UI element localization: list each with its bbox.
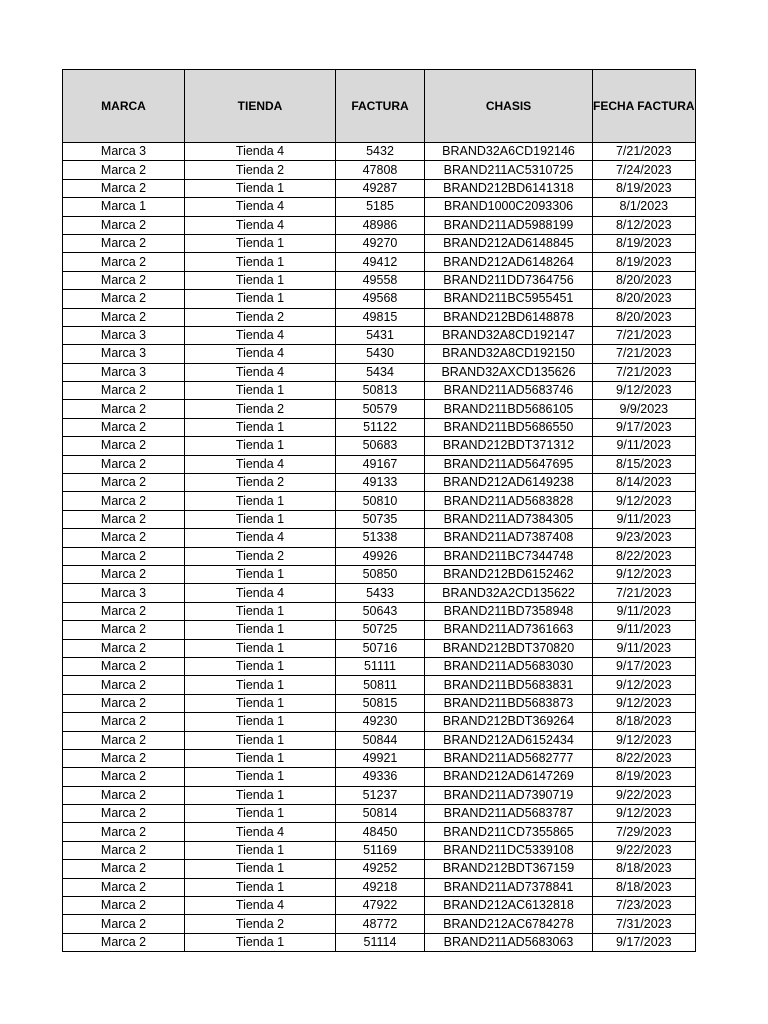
cell-marca: Marca 1 [63, 198, 185, 216]
table-row [63, 565, 696, 583]
cell-marca: Marca 2 [63, 400, 185, 418]
cell-tienda: Tienda 1 [185, 731, 336, 749]
cell-chasis: BRAND211AD7378841 [425, 878, 593, 896]
cell-marca: Marca 2 [63, 731, 185, 749]
cell-chasis: BRAND211AD5988199 [425, 216, 593, 234]
cell-tienda: Tienda 2 [185, 915, 336, 933]
cell-tienda: Tienda 1 [185, 271, 336, 289]
cell-fecha-factura: 9/22/2023 [593, 786, 696, 804]
cell-factura: 51122 [336, 418, 425, 436]
cell-marca: Marca 3 [63, 584, 185, 602]
cell-marca: Marca 2 [63, 382, 185, 400]
cell-chasis: BRAND212AD6149238 [425, 474, 593, 492]
cell-marca: Marca 2 [63, 878, 185, 896]
cell-marca: Marca 2 [63, 161, 185, 179]
cell-factura: 50643 [336, 602, 425, 620]
cell-fecha-factura: 7/23/2023 [593, 897, 696, 915]
cell-fecha-factura: 7/31/2023 [593, 915, 696, 933]
cell-marca: Marca 2 [63, 786, 185, 804]
cell-chasis: BRAND32AXCD135626 [425, 363, 593, 381]
cell-fecha-factura: 9/17/2023 [593, 657, 696, 675]
cell-marca: Marca 2 [63, 253, 185, 271]
cell-tienda: Tienda 1 [185, 805, 336, 823]
cell-tienda: Tienda 1 [185, 290, 336, 308]
cell-marca: Marca 2 [63, 768, 185, 786]
cell-tienda: Tienda 4 [185, 326, 336, 344]
cell-factura: 49287 [336, 179, 425, 197]
cell-tienda: Tienda 1 [185, 510, 336, 528]
cell-chasis: BRAND211AD7361663 [425, 621, 593, 639]
cell-fecha-factura: 9/12/2023 [593, 805, 696, 823]
cell-tienda: Tienda 1 [185, 713, 336, 731]
cell-chasis: BRAND211AD7390719 [425, 786, 593, 804]
cell-tienda: Tienda 4 [185, 455, 336, 473]
cell-marca: Marca 2 [63, 437, 185, 455]
cell-tienda: Tienda 1 [185, 676, 336, 694]
table-row [63, 805, 696, 823]
cell-chasis: BRAND212BDT370820 [425, 639, 593, 657]
cell-factura: 49133 [336, 474, 425, 492]
cell-chasis: BRAND211BC5955451 [425, 290, 593, 308]
cell-chasis: BRAND1000C2093306 [425, 198, 593, 216]
table-row [63, 492, 696, 510]
cell-tienda: Tienda 4 [185, 363, 336, 381]
cell-tienda: Tienda 1 [185, 234, 336, 252]
cell-chasis: BRAND211AC5310725 [425, 161, 593, 179]
table-row [63, 437, 696, 455]
cell-fecha-factura: 9/12/2023 [593, 694, 696, 712]
cell-marca: Marca 2 [63, 676, 185, 694]
table-row [63, 382, 696, 400]
cell-chasis: BRAND212BDT369264 [425, 713, 593, 731]
cell-fecha-factura: 7/21/2023 [593, 363, 696, 381]
cell-fecha-factura: 9/11/2023 [593, 621, 696, 639]
cell-factura: 49926 [336, 547, 425, 565]
table-row [63, 308, 696, 326]
cell-fecha-factura: 7/21/2023 [593, 584, 696, 602]
cell-tienda: Tienda 1 [185, 933, 336, 951]
cell-fecha-factura: 9/12/2023 [593, 565, 696, 583]
cell-chasis: BRAND212BD6152462 [425, 565, 593, 583]
table-row [63, 179, 696, 197]
cell-factura: 49270 [336, 234, 425, 252]
cell-fecha-factura: 8/15/2023 [593, 455, 696, 473]
cell-tienda: Tienda 1 [185, 841, 336, 859]
table-row [63, 768, 696, 786]
cell-factura: 47922 [336, 897, 425, 915]
cell-chasis: BRAND211AD7384305 [425, 510, 593, 528]
cell-marca: Marca 2 [63, 547, 185, 565]
cell-tienda: Tienda 4 [185, 897, 336, 915]
cell-tienda: Tienda 2 [185, 474, 336, 492]
cell-marca: Marca 2 [63, 823, 185, 841]
cell-fecha-factura: 9/17/2023 [593, 418, 696, 436]
cell-marca: Marca 2 [63, 455, 185, 473]
cell-marca: Marca 2 [63, 749, 185, 767]
cell-factura: 48450 [336, 823, 425, 841]
cell-marca: Marca 2 [63, 805, 185, 823]
cell-factura: 50815 [336, 694, 425, 712]
cell-fecha-factura: 8/22/2023 [593, 547, 696, 565]
cell-factura: 51237 [336, 786, 425, 804]
cell-fecha-factura: 7/21/2023 [593, 143, 696, 161]
table-row [63, 198, 696, 216]
cell-tienda: Tienda 2 [185, 400, 336, 418]
cell-chasis: BRAND211DC5339108 [425, 841, 593, 859]
table-row [63, 363, 696, 381]
cell-chasis: BRAND32A8CD192147 [425, 326, 593, 344]
cell-chasis: BRAND212AC6132818 [425, 897, 593, 915]
table-row [63, 713, 696, 731]
invoice-table [62, 69, 696, 952]
table-row [63, 694, 696, 712]
cell-fecha-factura: 9/12/2023 [593, 731, 696, 749]
cell-marca: Marca 2 [63, 657, 185, 675]
table-row [63, 290, 696, 308]
cell-marca: Marca 2 [63, 694, 185, 712]
cell-marca: Marca 2 [63, 621, 185, 639]
cell-factura: 50725 [336, 621, 425, 639]
cell-chasis: BRAND211AD5682777 [425, 749, 593, 767]
table-row [63, 326, 696, 344]
cell-chasis: BRAND212AD6148845 [425, 234, 593, 252]
cell-chasis: BRAND212BDT367159 [425, 860, 593, 878]
cell-fecha-factura: 8/14/2023 [593, 474, 696, 492]
cell-fecha-factura: 9/12/2023 [593, 492, 696, 510]
cell-marca: Marca 2 [63, 841, 185, 859]
cell-fecha-factura: 9/12/2023 [593, 382, 696, 400]
cell-tienda: Tienda 1 [185, 639, 336, 657]
cell-factura: 5431 [336, 326, 425, 344]
cell-marca: Marca 2 [63, 179, 185, 197]
table-row [63, 639, 696, 657]
cell-tienda: Tienda 1 [185, 602, 336, 620]
cell-fecha-factura: 8/18/2023 [593, 878, 696, 896]
cell-chasis: BRAND212AD6148264 [425, 253, 593, 271]
cell-tienda: Tienda 4 [185, 198, 336, 216]
cell-factura: 49218 [336, 878, 425, 896]
cell-tienda: Tienda 1 [185, 179, 336, 197]
cell-factura: 50813 [336, 382, 425, 400]
header-row [63, 70, 696, 143]
cell-marca: Marca 2 [63, 915, 185, 933]
cell-chasis: BRAND211BD5686550 [425, 418, 593, 436]
cell-marca: Marca 3 [63, 143, 185, 161]
cell-fecha-factura: 9/11/2023 [593, 602, 696, 620]
cell-tienda: Tienda 1 [185, 860, 336, 878]
cell-tienda: Tienda 4 [185, 216, 336, 234]
cell-factura: 51111 [336, 657, 425, 675]
cell-fecha-factura: 9/23/2023 [593, 529, 696, 547]
cell-marca: Marca 2 [63, 860, 185, 878]
cell-marca: Marca 2 [63, 602, 185, 620]
cell-marca: Marca 3 [63, 363, 185, 381]
cell-fecha-factura: 8/1/2023 [593, 198, 696, 216]
cell-marca: Marca 2 [63, 529, 185, 547]
cell-tienda: Tienda 1 [185, 565, 336, 583]
cell-tienda: Tienda 2 [185, 547, 336, 565]
table-row [63, 878, 696, 896]
cell-fecha-factura: 8/18/2023 [593, 713, 696, 731]
table-row [63, 786, 696, 804]
cell-factura: 51338 [336, 529, 425, 547]
cell-factura: 50579 [336, 400, 425, 418]
cell-tienda: Tienda 4 [185, 823, 336, 841]
cell-tienda: Tienda 4 [185, 529, 336, 547]
table-row [63, 216, 696, 234]
cell-tienda: Tienda 1 [185, 418, 336, 436]
cell-fecha-factura: 9/11/2023 [593, 437, 696, 455]
cell-chasis: BRAND211AD5683746 [425, 382, 593, 400]
table-row [63, 510, 696, 528]
cell-tienda: Tienda 4 [185, 584, 336, 602]
cell-chasis: BRAND211AD5683063 [425, 933, 593, 951]
cell-marca: Marca 2 [63, 234, 185, 252]
cell-tienda: Tienda 4 [185, 143, 336, 161]
cell-fecha-factura: 9/12/2023 [593, 676, 696, 694]
cell-chasis: BRAND211CD7355865 [425, 823, 593, 841]
table-row [63, 676, 696, 694]
cell-factura: 50716 [336, 639, 425, 657]
cell-tienda: Tienda 1 [185, 694, 336, 712]
header-chasis: CHASIS [425, 70, 593, 143]
cell-marca: Marca 2 [63, 290, 185, 308]
cell-factura: 5432 [336, 143, 425, 161]
cell-factura: 49558 [336, 271, 425, 289]
header-marca: MARCA [63, 70, 185, 143]
cell-fecha-factura: 8/22/2023 [593, 749, 696, 767]
cell-marca: Marca 2 [63, 308, 185, 326]
cell-factura: 50810 [336, 492, 425, 510]
cell-tienda: Tienda 1 [185, 878, 336, 896]
cell-chasis: BRAND211AD5683828 [425, 492, 593, 510]
cell-tienda: Tienda 2 [185, 161, 336, 179]
cell-chasis: BRAND32A2CD135622 [425, 584, 593, 602]
cell-marca: Marca 2 [63, 271, 185, 289]
cell-tienda: Tienda 1 [185, 657, 336, 675]
table-row [63, 253, 696, 271]
cell-chasis: BRAND211BD5686105 [425, 400, 593, 418]
cell-marca: Marca 3 [63, 326, 185, 344]
table-row [63, 897, 696, 915]
table-row [63, 841, 696, 859]
cell-fecha-factura: 8/19/2023 [593, 179, 696, 197]
table-body [63, 143, 696, 952]
table-row [63, 400, 696, 418]
cell-chasis: BRAND211BD7358948 [425, 602, 593, 620]
cell-chasis: BRAND211AD5647695 [425, 455, 593, 473]
cell-tienda: Tienda 1 [185, 786, 336, 804]
cell-marca: Marca 2 [63, 897, 185, 915]
cell-marca: Marca 2 [63, 216, 185, 234]
cell-factura: 48772 [336, 915, 425, 933]
cell-tienda: Tienda 2 [185, 308, 336, 326]
table-row [63, 271, 696, 289]
table-row [63, 547, 696, 565]
cell-factura: 50735 [336, 510, 425, 528]
cell-chasis: BRAND211AD5683787 [425, 805, 593, 823]
cell-marca: Marca 2 [63, 492, 185, 510]
cell-chasis: BRAND212AC6784278 [425, 915, 593, 933]
table-row [63, 915, 696, 933]
cell-tienda: Tienda 1 [185, 253, 336, 271]
cell-fecha-factura: 9/9/2023 [593, 400, 696, 418]
cell-factura: 5430 [336, 345, 425, 363]
cell-tienda: Tienda 1 [185, 382, 336, 400]
cell-factura: 49252 [336, 860, 425, 878]
cell-chasis: BRAND32A6CD192146 [425, 143, 593, 161]
cell-fecha-factura: 8/19/2023 [593, 253, 696, 271]
cell-tienda: Tienda 1 [185, 492, 336, 510]
cell-tienda: Tienda 1 [185, 768, 336, 786]
cell-factura: 50683 [336, 437, 425, 455]
table-row [63, 749, 696, 767]
table-row [63, 584, 696, 602]
cell-fecha-factura: 8/18/2023 [593, 860, 696, 878]
table-row [63, 455, 696, 473]
cell-chasis: BRAND211BD5683831 [425, 676, 593, 694]
cell-fecha-factura: 7/21/2023 [593, 345, 696, 363]
cell-chasis: BRAND212BD6148878 [425, 308, 593, 326]
cell-factura: 49921 [336, 749, 425, 767]
table-row [63, 860, 696, 878]
table-row [63, 621, 696, 639]
cell-fecha-factura: 9/11/2023 [593, 510, 696, 528]
cell-marca: Marca 2 [63, 510, 185, 528]
cell-factura: 49230 [336, 713, 425, 731]
cell-fecha-factura: 8/19/2023 [593, 768, 696, 786]
cell-chasis: BRAND211DD7364756 [425, 271, 593, 289]
cell-marca: Marca 2 [63, 713, 185, 731]
cell-fecha-factura: 7/24/2023 [593, 161, 696, 179]
cell-factura: 47808 [336, 161, 425, 179]
cell-chasis: BRAND211AD7387408 [425, 529, 593, 547]
cell-chasis: BRAND32A8CD192150 [425, 345, 593, 363]
cell-factura: 48986 [336, 216, 425, 234]
cell-factura: 50844 [336, 731, 425, 749]
header-factura: FACTURA [336, 70, 425, 143]
cell-marca: Marca 2 [63, 474, 185, 492]
cell-fecha-factura: 9/17/2023 [593, 933, 696, 951]
cell-marca: Marca 2 [63, 418, 185, 436]
cell-factura: 49815 [336, 308, 425, 326]
cell-fecha-factura: 8/12/2023 [593, 216, 696, 234]
cell-factura: 51114 [336, 933, 425, 951]
cell-marca: Marca 3 [63, 345, 185, 363]
cell-tienda: Tienda 1 [185, 621, 336, 639]
cell-marca: Marca 2 [63, 565, 185, 583]
cell-marca: Marca 2 [63, 639, 185, 657]
cell-factura: 49336 [336, 768, 425, 786]
cell-tienda: Tienda 1 [185, 749, 336, 767]
cell-marca: Marca 2 [63, 933, 185, 951]
table-header [63, 70, 696, 143]
table-row [63, 143, 696, 161]
cell-factura: 50850 [336, 565, 425, 583]
header-tienda: TIENDA [185, 70, 336, 143]
cell-factura: 50811 [336, 676, 425, 694]
table-row [63, 418, 696, 436]
cell-factura: 51169 [336, 841, 425, 859]
cell-fecha-factura: 7/21/2023 [593, 326, 696, 344]
cell-fecha-factura: 8/19/2023 [593, 234, 696, 252]
table-row [63, 529, 696, 547]
cell-factura: 5433 [336, 584, 425, 602]
cell-chasis: BRAND211BC7344748 [425, 547, 593, 565]
cell-factura: 5185 [336, 198, 425, 216]
cell-tienda: Tienda 4 [185, 345, 336, 363]
cell-factura: 5434 [336, 363, 425, 381]
cell-fecha-factura: 8/20/2023 [593, 308, 696, 326]
table-row [63, 933, 696, 951]
cell-fecha-factura: 8/20/2023 [593, 271, 696, 289]
cell-fecha-factura: 7/29/2023 [593, 823, 696, 841]
table-row [63, 823, 696, 841]
cell-chasis: BRAND212AD6147269 [425, 768, 593, 786]
cell-chasis: BRAND211AD5683030 [425, 657, 593, 675]
cell-tienda: Tienda 1 [185, 437, 336, 455]
table-row [63, 345, 696, 363]
cell-fecha-factura: 9/22/2023 [593, 841, 696, 859]
table-row [63, 602, 696, 620]
cell-chasis: BRAND212BDT371312 [425, 437, 593, 455]
table-row [63, 161, 696, 179]
cell-factura: 49167 [336, 455, 425, 473]
cell-chasis: BRAND212AD6152434 [425, 731, 593, 749]
cell-chasis: BRAND211BD5683873 [425, 694, 593, 712]
cell-factura: 50814 [336, 805, 425, 823]
cell-fecha-factura: 9/11/2023 [593, 639, 696, 657]
header-fecha-factura: FECHA FACTURA [593, 70, 696, 143]
cell-factura: 49412 [336, 253, 425, 271]
table-row [63, 731, 696, 749]
cell-fecha-factura: 8/20/2023 [593, 290, 696, 308]
table-row [63, 234, 696, 252]
table-row [63, 474, 696, 492]
table-row [63, 657, 696, 675]
cell-factura: 49568 [336, 290, 425, 308]
cell-chasis: BRAND212BD6141318 [425, 179, 593, 197]
